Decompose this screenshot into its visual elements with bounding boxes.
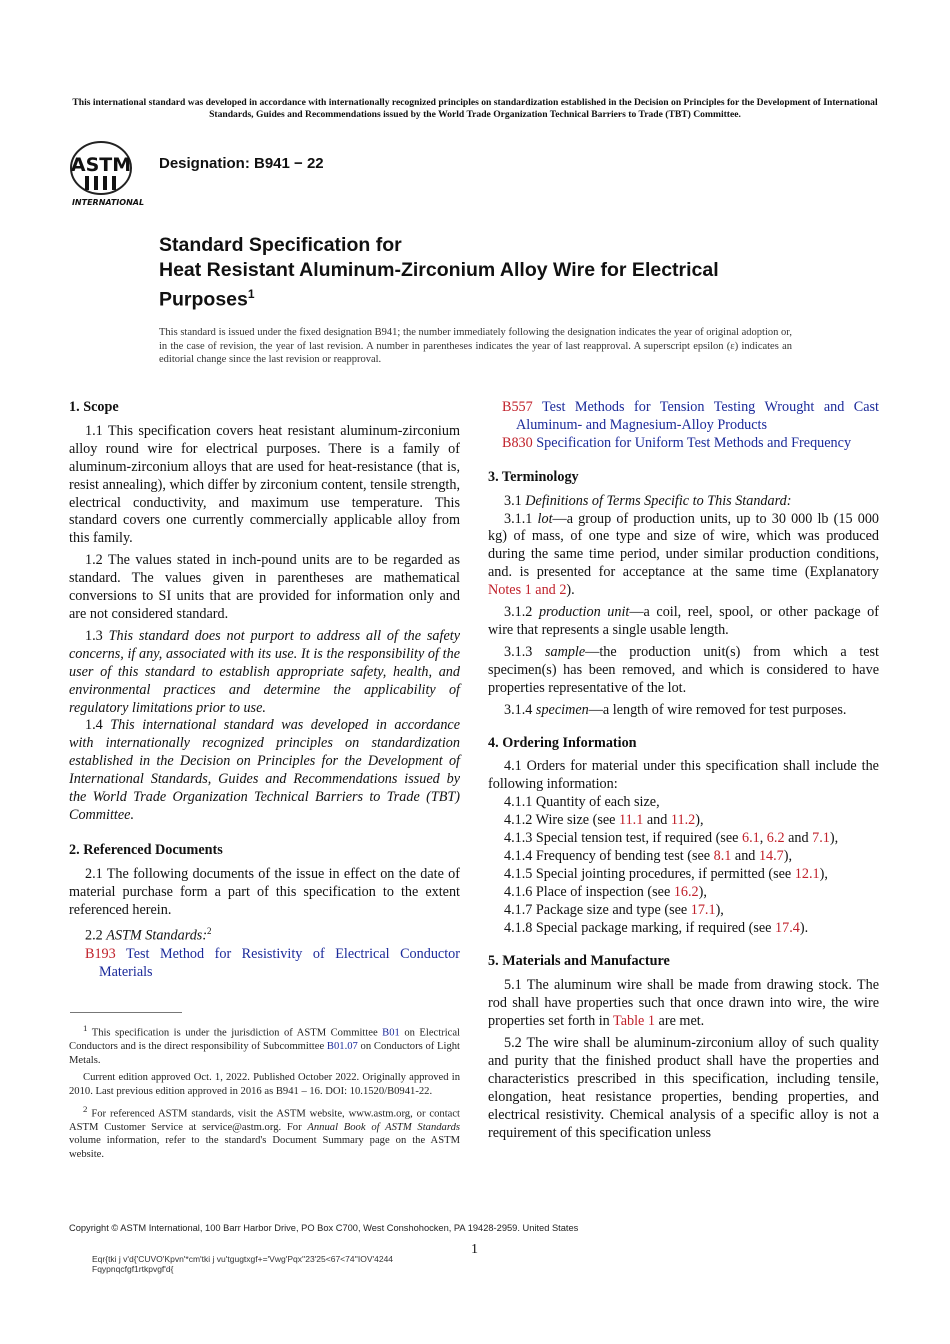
fn-link-b01[interactable]: B01 (382, 1027, 400, 1039)
logo-subtext: INTERNATIONAL (71, 198, 145, 207)
para-3-1-3: 3.1.3 sample—the production unit(s) from which a test specimen(s) has been removed, and which is considered to have properties representative of the lot. (488, 643, 879, 696)
xref-link[interactable]: 14.7 (758, 847, 784, 864)
para-2-1: 2.1 The following documents of the issue in effect on the date of material purchase form a part of this specification to the extent referenced herein. (69, 865, 460, 918)
section-1-heading: 1. Scope (69, 399, 119, 415)
para-5-2: 5.2 The wire shall be aluminum-zirconium alloy of such quality and purity that the finished product shall have the properties and characteristics prescribed in this specification, including tensile, elongation, heat resistance properties, bending properties, and electrical resistivity. Chemical analysis of a specific alloy is not a requirement of this specification unless (488, 1035, 879, 1141)
xref-link[interactable]: 12.1 (794, 865, 820, 882)
xref-link[interactable]: 6.2 (766, 830, 785, 847)
para-2-2: 2.2 ASTM Standards:$^2$ (85, 926, 212, 945)
para-3-1-1: 3.1.1 lot—a group of production units, up to 30 000 lb (15 000 kg) of mass, of one type and size of wire, which was produced during the same time period, under similar production conditions, and. is presented for acceptance at the same time (Explanatory Notes 1 and 2). (488, 510, 880, 599)
list-item: 4.1.3 Special tension test, if required (see 6.1, 6.2 and 7.1), (504, 830, 839, 847)
page-number: 1 (471, 1242, 478, 1257)
ref-b557[interactable] (488, 399, 879, 435)
section-4-heading: 4. Ordering Information (488, 734, 637, 751)
ref-b830-title[interactable]: Specification for Uniform Test Methods and Frequency (536, 434, 852, 451)
section-5-heading: 5. Materials and Manufacture (488, 953, 670, 970)
right-column (488, 399, 879, 1143)
list-item: 4.1.8 Special package marking, if required (see 17.4). (504, 919, 809, 936)
notes-link[interactable]: Notes 1 and 2 (488, 582, 567, 599)
footnote-edition: Current edition approved Oct. 1, 2022. Published October 2022. Originally approved in 2010. Last previous edition approved in 2016 as B941 – 16. DOI: 10.1520/B0941-22. (69, 1072, 460, 1097)
list-item: 4.1.5 Special jointing procedures, if permitted (see 12.1), (504, 865, 828, 882)
para-3-1: 3.1 Definitions of Terms Specific to This Standard: (504, 492, 792, 509)
ref-b193[interactable] (69, 946, 460, 982)
para-1-3: 1.3 This standard does not purport to address all of the safety concerns, if any, associated with its use. It is the responsibility of the user of this standard to establish appropriate safety, health, and environmental practices and determine the applicability of regulatory limitations prior to use. (69, 627, 461, 716)
footnote-divider (70, 1012, 182, 1013)
list-item: 4.1.4 Frequency of bending test (see 8.1 and 14.7), (504, 847, 793, 864)
section-2-heading: 2. Referenced Documents (69, 841, 223, 858)
para-3-1-2: 3.1.2 production unit—a coil, reel, spool, or other package of wire that represents a single usable length. (488, 604, 880, 638)
list-item: 4.1.6 Place of inspection (see 16.2), (504, 883, 707, 900)
para-3-1-4: 3.1.4 specimen—a length of wire removed for test purposes. (504, 701, 847, 718)
list-item: 4.1.7 Package size and type (see 17.1), (504, 901, 724, 918)
xref-link[interactable]: 11.2 (670, 812, 696, 829)
issue-note: This standard is issued under the fixed designation B941; the number immediately following the designation indicates the year of original adoption or, in the case of revision, the year of last revision. A number in parentheses indicates the year of last reapproval. A superscript epsilon (ε) indicates an editorial change since the last revision or reapproval. (159, 327, 792, 365)
title-line-1: Standard Specification for (159, 234, 402, 256)
para-4-1: 4.1 Orders for material under this specification shall include the following information: (488, 758, 879, 793)
svg-text:ASTM: ASTM (70, 154, 132, 176)
copyright: Copyright © ASTM International, 100 Barr Harbor Drive, PO Box C700, West Conshohocken, PA 19428-2959. United States (69, 1223, 579, 1233)
list-item: 4.1.2 Wire size (see 11.1 and 11.2), (504, 812, 704, 829)
ref-b830-code[interactable]: B830 (502, 434, 533, 451)
title-footnote-mark: 1 (247, 287, 255, 301)
download-stamp (92, 1254, 393, 1274)
para-1-4: 1.4 This international standard was developed in accordance with internationally recognized principles on standardization established in the Decision on Principles for the Development of International Standards, Guides and Recommendations issued by the World Trade Organization Technical Barriers to Trade (TBT) Committee. (69, 717, 461, 823)
para-1-1: 1.1 This specification covers heat resistant aluminum-zirconium alloy round wire for electrical purposes. There is a family of aluminum-zirconium alloys that are used for heat-resistance (that is, resist annealing), which differ by zirconium content, tensile strength, electrical conductivity, and maximum use temperature. This standard covers one currently commercially applicable alloy from this family. (69, 422, 460, 547)
ref-b193-code[interactable]: B193 (85, 946, 116, 963)
xref-link[interactable]: 17.4 (775, 919, 800, 936)
ref-b557-code[interactable]: B557 (502, 399, 533, 415)
footnote-1: $^1$ This specification is under the jurisdiction of ASTM Committee B01 on Electrical Conductors and is the direct responsibility of Subcommittee B01.07 on Conductors of Light Metals. (69, 1023, 460, 1066)
ref-b557-title[interactable]: Test Methods for Tension Testing Wrought and Cast Aluminum- and Magnesium-Alloy Products (516, 399, 879, 433)
xref-link[interactable]: 7.1 (812, 830, 830, 847)
ordering-list (488, 794, 879, 937)
stamp-line-1: Eqr{tki j v'd{'CUVO'Kpvn'*cm'tki j vu'tgugtxgf+='Vwg'Pqx''23'25<67<74''IOV'4244 (92, 1254, 394, 1264)
xref-link[interactable]: 17.1 (690, 901, 716, 918)
header-notice: This international standard was developed in accordance with internationally recognized principles on standardization established in the Decision on Principles for the Development of International Standards, Guides and Recommendations issued by the World Trade Organization Technical Barriers to Trade (TBT) Committee. (72, 97, 878, 120)
xref-link[interactable]: 8.1 (713, 847, 732, 864)
xref-link[interactable]: 11.1 (619, 812, 644, 829)
astm-logo (68, 140, 150, 208)
xref-link[interactable]: 6.1 (741, 830, 760, 847)
footnote-2: $^2$ For referenced ASTM standards, visit the ASTM website, www.astm.org, or contact ASTM Customer Service at service@astm.org. For Annual Book of ASTM Standards volume information, refer to the standard's Document Summary page on the ASTM website. (69, 1103, 460, 1160)
ref-b830[interactable] (488, 435, 879, 453)
section-3-heading: 3. Terminology (488, 468, 579, 485)
table-1-link[interactable]: Table 1 (613, 1013, 655, 1030)
fn-link-b0107[interactable]: B01.07 (326, 1041, 358, 1053)
xref-link[interactable]: 16.2 (673, 883, 699, 900)
title-line-3: Purposes (159, 288, 248, 311)
para-1-2: 1.2 The values stated in inch-pound units are to be regarded as standard. The values given in parentheses are mathematical conversions to SI units that are provided for information only and are not considered standard. (69, 552, 460, 622)
para-5-1: 5.1 The aluminum wire shall be made from drawing stock. The rod shall have properties such that once drawn into wire, the wire properties set forth in Table 1 are met. (488, 977, 879, 1030)
left-column (69, 399, 460, 982)
page-title (159, 233, 859, 312)
designation: Designation: B941 − 22 (159, 155, 324, 172)
title-line-2: Heat Resistant Aluminum-Zirconium Alloy Wire for Electrical (159, 258, 719, 281)
stamp-line-2: Fqypnqcfgf1rtkpvgf'd{ (92, 1264, 174, 1274)
list-item: 4.1.1 Quantity of each size, (504, 794, 660, 811)
footnotes (69, 1022, 460, 1161)
ref-b193-title[interactable]: Test Method for Resistivity of Electrical Conductor Materials (99, 946, 460, 981)
